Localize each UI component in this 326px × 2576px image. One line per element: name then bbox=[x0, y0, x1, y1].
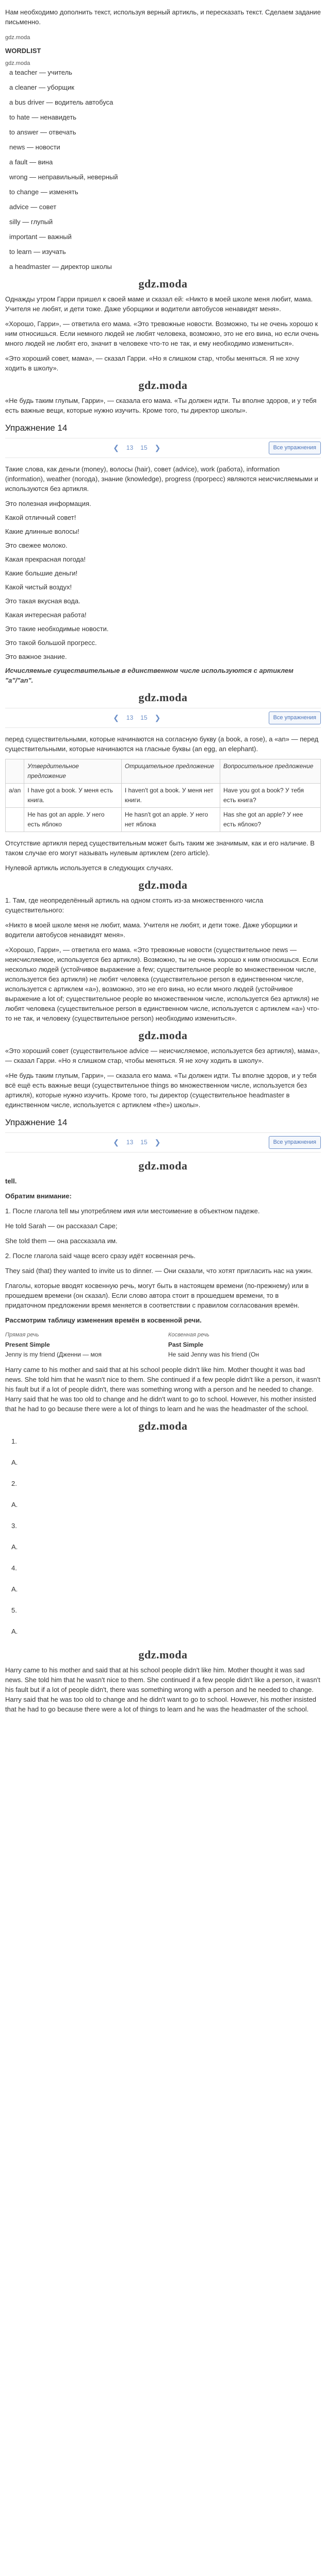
list-item: Это такая вкусная вода. bbox=[5, 597, 80, 605]
word-item: advice — совет bbox=[9, 203, 57, 211]
story-paragraph: «Не будь таким глупым, Гарри», — сказала его мама. «Ты должен идти. Ты вполне здоров, и у тебя есть важные вещи, которые нужно изучить. Кроме того, ты директор школы». bbox=[5, 397, 317, 414]
list-item: 2. bbox=[11, 1480, 17, 1487]
table-cell: Has she got an apple? У нее есть яблоко? bbox=[220, 808, 320, 832]
tense-header: Косвенная речь bbox=[168, 1332, 209, 1338]
story-paragraph: «Это хороший совет, мама», — сказал Гарри. «Но я слишком стар, чтобы меняться. Я не хочу ходить в школу». bbox=[5, 354, 300, 372]
word-item: silly — глупый bbox=[9, 218, 53, 226]
word-item: to answer — отвечать bbox=[9, 128, 76, 136]
table-cell: I haven't got a book. У меня нет книги. bbox=[121, 784, 220, 808]
prev-arrow-icon[interactable]: ❮ bbox=[113, 444, 119, 452]
note-example: She told them — она рассказала им. bbox=[5, 1237, 118, 1245]
tense-table bbox=[5, 1330, 321, 1360]
list-item: Это такие необходимые новости. bbox=[5, 625, 109, 633]
tense-header: Прямая речь bbox=[5, 1332, 39, 1338]
exercise-title: Упражнение 14 bbox=[5, 1117, 68, 1127]
list-item: Какая прекрасная погода! bbox=[5, 555, 86, 563]
tense-name: Present Simple bbox=[5, 1341, 50, 1348]
all-exercises-button[interactable]: Все упражнения bbox=[269, 711, 321, 724]
list-item: 3. bbox=[11, 1522, 17, 1530]
exercise-nav bbox=[5, 708, 321, 728]
table-cell: a/an bbox=[6, 784, 24, 808]
exercise-nav bbox=[5, 438, 321, 458]
list-item: A. bbox=[11, 1501, 18, 1509]
next-arrow-icon[interactable]: ❯ bbox=[154, 444, 161, 452]
table-row bbox=[6, 784, 321, 808]
next-exercise-link[interactable]: 15 bbox=[140, 1139, 148, 1146]
rule-zero-article: Отсутствие артикля перед существительным может быть таким же значимым, как и его наличие. В таком случае его могут называть нулевым артиклем (zero article). bbox=[5, 839, 315, 857]
tell-word: tell. bbox=[5, 1177, 17, 1185]
table-cell bbox=[6, 808, 24, 832]
rule-plural: 1. Там, где неопределённый артикль на одном стоять из-за множественного числа существительного: bbox=[5, 896, 264, 914]
note-example: He told Sarah — он рассказал Саре; bbox=[5, 1222, 118, 1230]
prev-exercise-link[interactable]: 13 bbox=[126, 714, 134, 721]
prev-exercise-link[interactable]: 13 bbox=[126, 1139, 134, 1146]
rule-zero-article-2: Нулевой артикль используется в следующих случаях. bbox=[5, 864, 173, 872]
note-paragraph: Глаголы, которые вводят косвенную речь, могут быть в настоящем времени (по-прежнему) или в прошедшем времени (он сказал). Если слово автора стоит в прошедшем времени, то в придаточном предложении время меняется в соответствии с правилом согласования времён. bbox=[5, 1282, 309, 1309]
table-header: Утвердительное предложение bbox=[24, 759, 122, 784]
table-header: Отрицательное предложение bbox=[121, 759, 220, 784]
watermark-small: gdz.moda bbox=[5, 60, 30, 66]
wordlist bbox=[9, 67, 321, 272]
list-item: A. bbox=[11, 1628, 18, 1635]
rule-countable: Исчисляемые существительные в единственном числе используются с артиклем "a"/"an". bbox=[5, 667, 294, 684]
prev-exercise-link[interactable]: 13 bbox=[126, 444, 134, 451]
table-header bbox=[6, 759, 24, 784]
exercise-nav bbox=[5, 1132, 321, 1153]
tense-example: Jenny is my friend (Дженни — моя bbox=[5, 1351, 102, 1358]
watermark: gdz.moda bbox=[138, 691, 188, 704]
watermark: gdz.moda bbox=[138, 1648, 188, 1661]
word-item: a headmaster — директор школы bbox=[9, 263, 112, 270]
table-row bbox=[6, 808, 321, 832]
table-header: Вопросительное предложение bbox=[220, 759, 320, 784]
tense-example: He said Jenny was his friend (Он bbox=[168, 1351, 259, 1358]
list-item: Какие большие деньги! bbox=[5, 569, 78, 577]
all-exercises-button[interactable]: Все упражнения bbox=[269, 1136, 321, 1149]
next-exercise-link[interactable]: 15 bbox=[140, 714, 148, 721]
note-paragraph: 1. После глагола tell мы употребляем имя или местоимение в объектном падеже. bbox=[5, 1207, 260, 1215]
next-arrow-icon[interactable]: ❯ bbox=[154, 1138, 161, 1146]
table-cell: I have got a book. У меня есть книга. bbox=[24, 784, 122, 808]
list-item: Какой отличный совет! bbox=[5, 514, 76, 521]
answer-letters bbox=[5, 1436, 321, 1636]
table-cell: He has got an apple. У него есть яблоко bbox=[24, 808, 122, 832]
table-cell: He hasn't got an apple. У него нет яблока bbox=[121, 808, 220, 832]
prev-arrow-icon[interactable]: ❮ bbox=[113, 714, 119, 722]
word-item: important — важный bbox=[9, 233, 72, 241]
list-item: A. bbox=[11, 1585, 18, 1593]
story-paragraph: «Хорошо, Гарри», — ответила его мама. «Это тревожные новости (существительное news — неисчисляемое, используется без артикля). Возможно, ты не очень хорошо к ним относишься. Если несколько людей (устойчивое выражение a few; существительное people во множественном числе, используется без артикля) не любят человека (существительное person в единственном числе, используется с артиклем «a»), возможно, это не его вина, но если много людей (устойчивое выражение a lot of; существительное people во множественном числе, используется без артикля) не любят человека (существительное person в единственном числе, используется с артиклем «a») что-то не так, и человеку (существительное person) необходимо измениться». bbox=[5, 946, 319, 1022]
story-paragraph: Однажды утром Гарри пришел к своей маме и сказал ей: «Никто в моей школе меня любит, мама. Учителя не любят, и дети тоже. Даже уборщики и водители автобусов ненавидят меня». bbox=[5, 295, 313, 313]
watermark: gdz.moda bbox=[138, 878, 188, 891]
next-arrow-icon[interactable]: ❯ bbox=[154, 714, 161, 722]
watermark-small: gdz.moda bbox=[5, 35, 30, 41]
watermark: gdz.moda bbox=[138, 1029, 188, 1042]
list-item: Это такой большой прогресс. bbox=[5, 639, 97, 647]
watermark: gdz.moda bbox=[138, 1159, 188, 1172]
answer-paragraph: Harry came to his mother and said that at his school people didn't like him. Mother thought it was bad news. She told him that he wasn't nice to them. She continued if a few people didn't like a person, it wasn't his fault but if a lot of people didn't, there was something wrong with a person and he needed to change. Harry said that he was too old to change and he didn't want to go to school. However, his mother insisted that he had to go because there were a lot of things to learn and he was the headmaster of the school. bbox=[5, 1366, 320, 1413]
watermark: gdz.moda bbox=[138, 1419, 188, 1432]
story-paragraph: «Не будь таким глупым, Гарри», — сказала его мама. «Ты должен идти. Ты вполне здоров, и у тебя всё ещё есть важные вещи (существительное things во множественном числе, используется без артикля), которые нужно изучить. Кроме того, ты директор (существительное headmaster в единственном числе, используется с артиклем «the») школы». bbox=[5, 1072, 317, 1109]
attention-label: Обратим внимание: bbox=[5, 1192, 72, 1200]
wordlist-title: WORDLIST bbox=[5, 47, 41, 55]
word-item: a cleaner — уборщик bbox=[9, 83, 74, 91]
story-paragraph: «Это хороший совет (существительное advice — неисчисляемое, используется без артикля), мама», — сказал Гарри. «Но я слишком стар, чтобы меняться. Я не хочу ходить в школу». bbox=[5, 1047, 320, 1064]
word-item: a bus driver — водитель автобуса bbox=[9, 98, 113, 106]
all-exercises-button[interactable]: Все упражнения bbox=[269, 442, 321, 454]
list-item: A. bbox=[11, 1543, 18, 1551]
article-table bbox=[5, 759, 321, 832]
pager bbox=[113, 443, 160, 453]
list-item: Это свежее молоко. bbox=[5, 541, 68, 549]
watermark: gdz.moda bbox=[138, 379, 188, 392]
note-example: They said (that) they wanted to invite us to dinner. — Они сказали, что хотят пригласить нас на ужин. bbox=[5, 1267, 313, 1275]
story-paragraph: «Хорошо, Гарри», — ответила его мама. «Это тревожные новости. Возможно, ты не очень хорошо к ним относишься. Если немного людей не любят человека, возможно, это не его вина, но если очень много людей не любят его, значит в человеке что-то не так, и ему необходимо измениться». bbox=[5, 320, 319, 347]
note-paragraph: 2. После глагола said чаще всего сразу идёт косвенная речь. bbox=[5, 1252, 196, 1260]
list-item: 1. bbox=[11, 1437, 17, 1445]
list-item: A. bbox=[11, 1459, 18, 1466]
exercise-items bbox=[5, 499, 321, 662]
note-paragraph: Рассмотрим таблицу изменения времён в косвенной речи. bbox=[5, 1316, 202, 1324]
table-cell: Have you got a book? У тебя есть книга? bbox=[220, 784, 320, 808]
exercise-paragraph: Такие слова, как деньги (money), волосы (hair), совет (advice), work (работа), information (information), weather (погода), знание (knowledge), progress (прогресс) являются неисчисляемыми и используются без артикля. bbox=[5, 465, 318, 493]
exercise-title: Упражнение 14 bbox=[5, 423, 68, 433]
word-item: to change — изменять bbox=[9, 188, 78, 196]
word-item: a fault — вина bbox=[9, 158, 53, 166]
watermark: gdz.moda bbox=[138, 277, 188, 290]
rule-a-an: перед существительными, которые начинаются на согласную букву (a book, a rose), а «an» — перед существительными, которые начинаются на гласные буквы (an egg, an elephant). bbox=[5, 735, 319, 753]
prev-arrow-icon[interactable]: ❮ bbox=[113, 1138, 119, 1146]
tense-name: Past Simple bbox=[168, 1341, 204, 1348]
story-paragraph: «Никто в моей школе меня не любит, мама. Учителя не любят, и дети тоже. Даже уборщики и водители автобусов ненавидят меня». bbox=[5, 921, 298, 939]
list-item: 4. bbox=[11, 1564, 17, 1572]
list-item: Какой чистый воздух! bbox=[5, 583, 72, 591]
list-item: Это полезная информация. bbox=[5, 500, 91, 507]
next-exercise-link[interactable]: 15 bbox=[140, 444, 148, 451]
list-item: 5. bbox=[11, 1606, 17, 1614]
word-item: a teacher — учитель bbox=[9, 69, 72, 76]
word-item: to hate — ненавидеть bbox=[9, 113, 77, 121]
pager bbox=[113, 713, 160, 723]
list-item: Какая интересная работа! bbox=[5, 611, 87, 619]
pager bbox=[113, 1138, 160, 1147]
intro-text: Нам необходимо дополнить текст, используя верный артикль, и пересказать текст. Сделаем задание письменно. bbox=[5, 8, 321, 26]
list-item: Какие длинные волосы! bbox=[5, 528, 79, 535]
word-item: news — новости bbox=[9, 143, 60, 151]
answer-paragraph: Harry came to his mother and said that at his school people didn't like him. Mother thought it was sad news. She told him that he wasn't nice to them. She continued if a few people didn't like a person, it wasn't his fault but if a lot of people didn't, there was something wrong with a person and he needed to change. Harry said that he was too old to change and he didn't want to go to school. However, his mother insisted that he had to go because there were a lot of things to learn and he was the headmaster of the school. bbox=[5, 1666, 320, 1713]
word-item: wrong — неправильный, неверный bbox=[9, 173, 118, 181]
list-item: Это важное знание. bbox=[5, 653, 67, 660]
word-item: to learn — изучать bbox=[9, 248, 66, 256]
